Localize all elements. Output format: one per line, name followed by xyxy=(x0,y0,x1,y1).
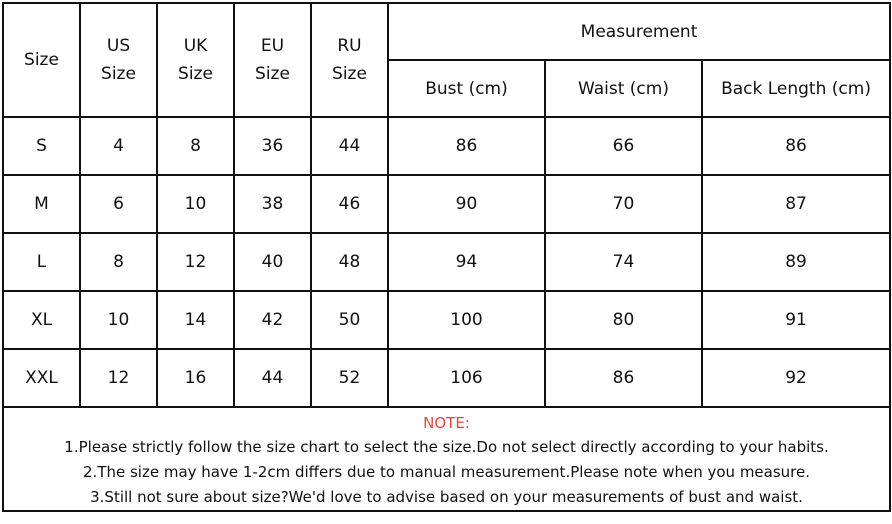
size-cell: XXL xyxy=(3,349,80,407)
note-line-2: 2.The size may have 1-2cm differs due to manual measurement.Please note when you measure. xyxy=(83,463,811,481)
back-length-cell: 86 xyxy=(702,117,890,175)
measurement-header: Measurement xyxy=(388,3,890,60)
uk-cell: 10 xyxy=(157,175,234,233)
back-length-cell: 89 xyxy=(702,233,890,291)
us-cell: 4 xyxy=(80,117,157,175)
us-cell: 8 xyxy=(80,233,157,291)
note-line-1: 1.Please strictly follow the size chart to select the size.Do not select directly according to your habits. xyxy=(64,438,829,456)
back-length-header: Back Length (cm) xyxy=(702,60,890,117)
size-cell: S xyxy=(3,117,80,175)
eu-size-header xyxy=(234,3,311,117)
eu-size-header-line1: EU xyxy=(260,36,285,56)
bust-cell: 100 xyxy=(388,291,545,349)
us-cell: 6 xyxy=(80,175,157,233)
bust-cell: 106 xyxy=(388,349,545,407)
eu-cell: 40 xyxy=(234,233,311,291)
bust-cell: 90 xyxy=(388,175,545,233)
table-row xyxy=(3,349,890,407)
size-cell: M xyxy=(3,175,80,233)
us-size-header-line1: US xyxy=(106,36,131,56)
us-cell: 10 xyxy=(80,291,157,349)
size-table xyxy=(2,2,891,512)
size-cell: L xyxy=(3,233,80,291)
uk-cell: 14 xyxy=(157,291,234,349)
ru-cell: 48 xyxy=(311,233,388,291)
back-length-cell: 92 xyxy=(702,349,890,407)
table-row xyxy=(3,233,890,291)
waist-cell: 70 xyxy=(545,175,702,233)
table-row xyxy=(3,117,890,175)
uk-cell: 16 xyxy=(157,349,234,407)
waist-cell: 66 xyxy=(545,117,702,175)
bust-cell: 94 xyxy=(388,233,545,291)
size-cell: XL xyxy=(3,291,80,349)
note-title: NOTE: xyxy=(423,414,470,432)
eu-size-header-line2: Size xyxy=(255,64,290,84)
waist-cell: 86 xyxy=(545,349,702,407)
eu-cell: 38 xyxy=(234,175,311,233)
uk-size-header-line1: UK xyxy=(183,36,208,56)
table-row xyxy=(3,175,890,233)
back-length-cell: 87 xyxy=(702,175,890,233)
table-row xyxy=(3,291,890,349)
header-row xyxy=(3,3,890,60)
us-cell: 12 xyxy=(80,349,157,407)
ru-cell: 44 xyxy=(311,117,388,175)
eu-cell: 36 xyxy=(234,117,311,175)
waist-header: Waist (cm) xyxy=(545,60,702,117)
us-size-header-line2: Size xyxy=(101,64,136,84)
size-header: Size xyxy=(3,3,80,117)
back-length-cell: 91 xyxy=(702,291,890,349)
us-size-header xyxy=(80,3,157,117)
eu-cell: 42 xyxy=(234,291,311,349)
ru-cell: 50 xyxy=(311,291,388,349)
bust-header: Bust (cm) xyxy=(388,60,545,117)
ru-cell: 52 xyxy=(311,349,388,407)
note-line-3: 3.Still not sure about size?We'd love to advise based on your measurements of bust and waist. xyxy=(90,488,803,506)
uk-size-header xyxy=(157,3,234,117)
notes-row xyxy=(3,407,890,511)
ru-size-header-line2: Size xyxy=(332,64,367,84)
uk-size-header-line2: Size xyxy=(178,64,213,84)
eu-cell: 44 xyxy=(234,349,311,407)
notes-block xyxy=(4,408,889,510)
notes-cell xyxy=(3,407,890,511)
uk-cell: 8 xyxy=(157,117,234,175)
waist-cell: 74 xyxy=(545,233,702,291)
uk-cell: 12 xyxy=(157,233,234,291)
ru-cell: 46 xyxy=(311,175,388,233)
ru-size-header xyxy=(311,3,388,117)
bust-cell: 86 xyxy=(388,117,545,175)
ru-size-header-line1: RU xyxy=(337,36,362,56)
waist-cell: 80 xyxy=(545,291,702,349)
